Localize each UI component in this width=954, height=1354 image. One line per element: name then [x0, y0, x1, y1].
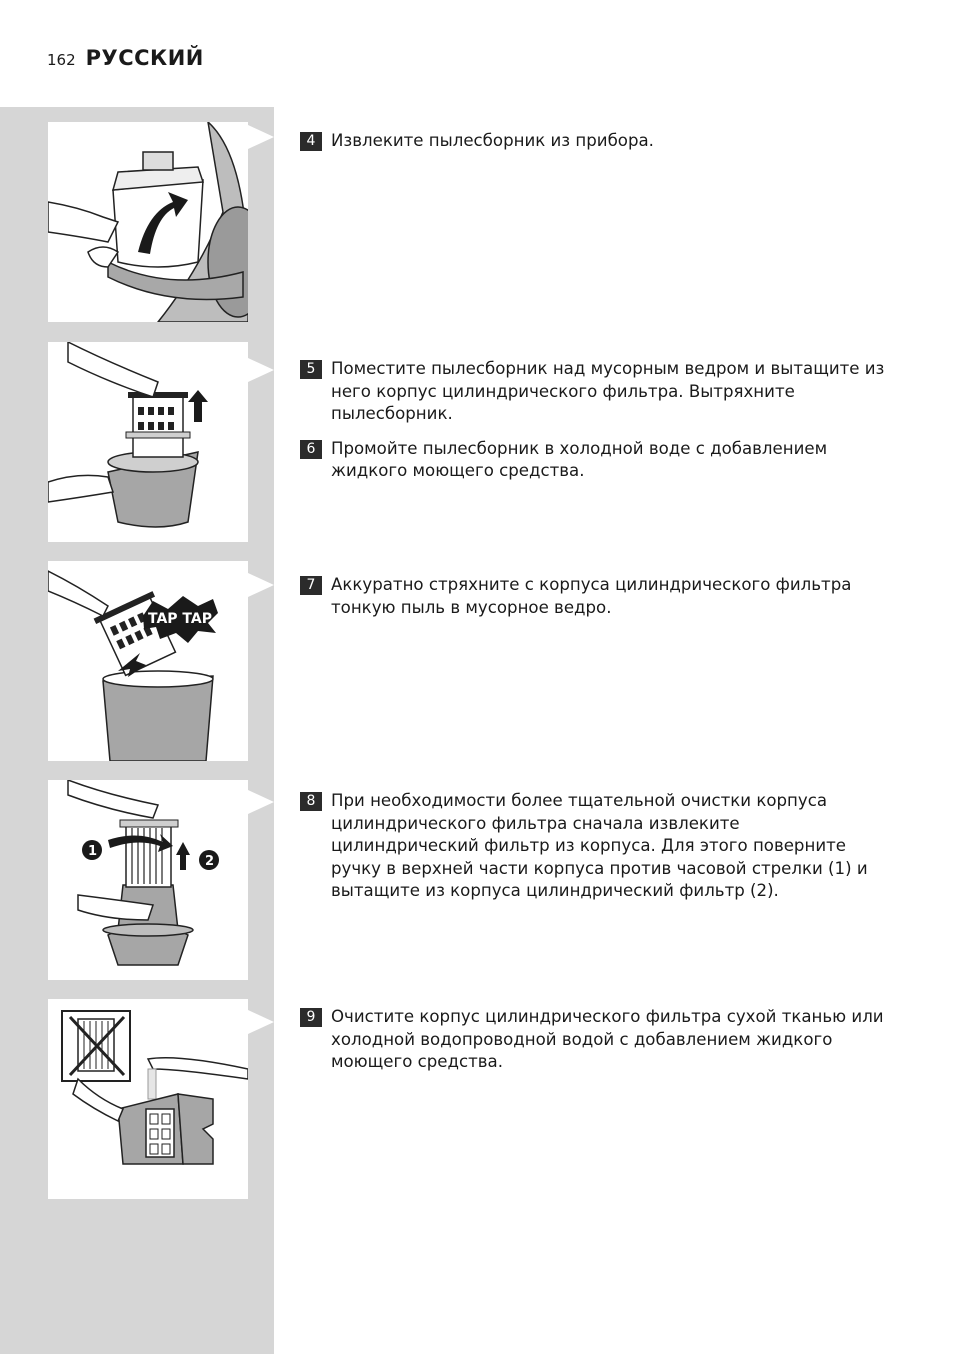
panel-pointer [248, 1010, 274, 1034]
callout-1: 1 [88, 844, 98, 859]
step-block [300, 130, 900, 165]
step-item [300, 574, 900, 619]
step-number: 4 [300, 132, 322, 151]
step-item [300, 130, 900, 153]
pull-filter-drawing [48, 342, 248, 542]
step-item [300, 1006, 900, 1074]
language-title: РУССКИЙ [85, 46, 204, 70]
panel-pointer [248, 573, 274, 597]
step-block [300, 1006, 900, 1086]
tap-label: TAP TAP [148, 611, 212, 627]
step-block [300, 358, 900, 495]
panel-pointer [248, 125, 274, 149]
remove-container-drawing [48, 122, 248, 322]
illustration-rotate-lift [48, 780, 248, 980]
step-text: Очистите корпус цилиндрического фильтра сухой тканью или холодной водопроводной водой с добавлением жидкого моющего средства. [331, 1007, 884, 1071]
step-block [300, 790, 900, 915]
step-number: 5 [300, 360, 322, 379]
illustration-remove-container [48, 122, 248, 322]
step-number: 8 [300, 792, 322, 811]
step-number: 7 [300, 576, 322, 595]
step-text: Промойте пылесборник в холодной воде с добавлением жидкого моющего средства. [331, 438, 828, 480]
callout-2: 2 [205, 854, 215, 869]
step-block [300, 574, 900, 631]
rotate-lift-drawing [48, 780, 248, 980]
step-item [300, 358, 900, 426]
step-text: Извлеките пылесборник из прибора. [331, 131, 654, 150]
page-number: 162 [47, 51, 76, 69]
step-text: Аккуратно стряхните с корпуса цилиндрического фильтра тонкую пыль в мусорное ведро. [331, 575, 852, 617]
page-header [47, 46, 204, 76]
illustration-tap-filter [48, 561, 248, 761]
step-number: 6 [300, 440, 322, 459]
panel-pointer [248, 358, 274, 382]
panel-pointer [248, 790, 274, 814]
illustration-clean-housing [48, 999, 248, 1199]
tap-filter-drawing [48, 561, 248, 761]
step-item [300, 438, 900, 483]
step-item [300, 790, 900, 903]
step-number: 9 [300, 1008, 322, 1027]
step-text: При необходимости более тщательной очистки корпуса цилиндрического фильтра сначала извлеките цилиндрический фильтр из корпуса. Для этого поверните ручку в верхней части корпуса против часовой стрелки (1) и вытащите из корпуса цилиндрический фильтр (2). [331, 791, 868, 900]
illustration-pull-filter [48, 342, 248, 542]
step-text: Поместите пылесборник над мусорным ведром и вытащите из него корпус цилиндрического фильтра. Вытряхните пылесборник. [331, 359, 885, 423]
clean-housing-drawing [48, 999, 248, 1199]
